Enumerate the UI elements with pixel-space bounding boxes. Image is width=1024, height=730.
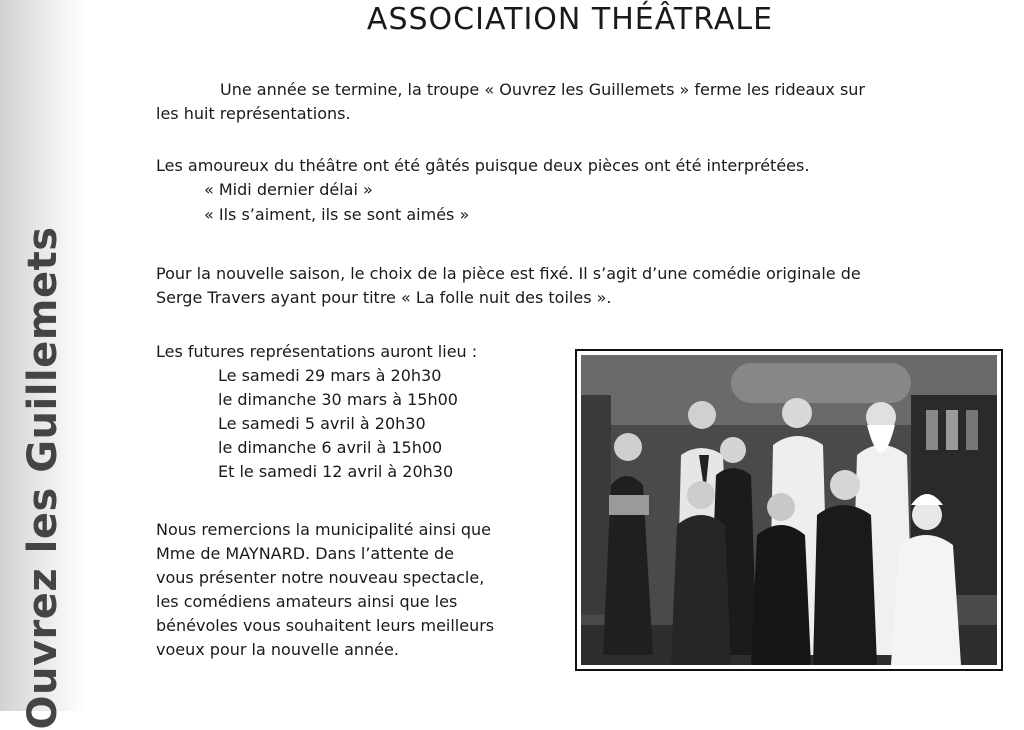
intro-line-2: les huit représentations. — [156, 104, 351, 123]
date-item: le dimanche 6 avril à 15h00 — [218, 438, 443, 457]
dates-intro: Les futures représentations auront lieu : — [156, 342, 478, 361]
new-season-line-1: Pour la nouvelle saison, le choix de la pièce est fixé. Il s’agit d’une comédie originale de — [156, 264, 861, 283]
date-item: le dimanche 30 mars à 15h00 — [218, 390, 458, 409]
thanks-paragraph — [156, 518, 560, 662]
side-band — [0, 0, 86, 730]
play-title-1: « Midi dernier délai » — [204, 180, 373, 199]
thanks-line-4: les comédiens amateurs ainsi que les — [156, 592, 458, 611]
thanks-line-1: Nous remercions la municipalité ainsi que — [156, 520, 491, 539]
group-photo — [575, 349, 1003, 671]
date-item: Et le samedi 12 avril à 20h30 — [218, 462, 454, 481]
thanks-line-3: vous présenter notre nouveau spectacle, — [156, 568, 485, 587]
new-season-line-2: Serge Travers ayant pour titre « La folle nuit des toiles ». — [156, 288, 612, 307]
plays-paragraph: Les amoureux du théâtre ont été gâtés puisque deux pièces ont été interprétées. — [156, 156, 810, 175]
play-title-2: « Ils s’aiment, ils se sont aimés » — [204, 205, 470, 224]
date-item: Le samedi 29 mars à 20h30 — [218, 366, 442, 385]
intro-line-1: Une année se termine, la troupe « Ouvrez les Guillemets » ferme les rideaux sur — [220, 80, 865, 99]
intro-paragraph — [156, 78, 1002, 126]
new-season-paragraph — [156, 262, 1002, 310]
group-photo-image — [581, 355, 997, 665]
date-item: Le samedi 5 avril à 20h30 — [218, 414, 426, 433]
thanks-line-5: bénévoles vous souhaitent leurs meilleurs — [156, 616, 495, 635]
thanks-line-2: Mme de MAYNARD. Dans l’attente de — [156, 544, 454, 563]
thanks-line-6: voeux pour la nouvelle année. — [156, 640, 399, 659]
page-title: ASSOCIATION THÉÂTRALE — [366, 2, 774, 37]
side-title: Ouvrez les Guillemets — [20, 226, 66, 730]
